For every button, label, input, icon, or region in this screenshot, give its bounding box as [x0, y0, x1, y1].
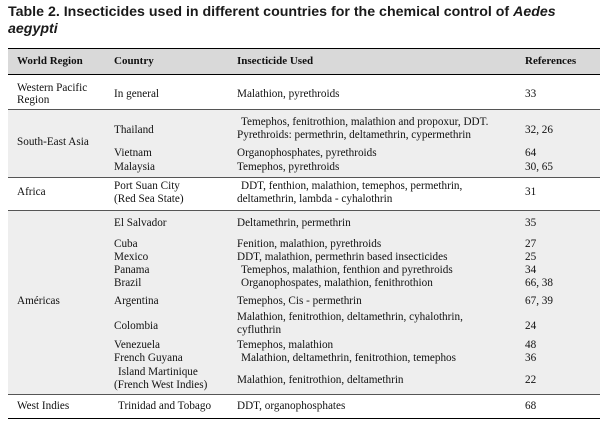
- country-cell: (Red Sea State): [114, 193, 184, 205]
- insecticide-cell: Temephos, malathion, fenthion and pyrethroids: [241, 264, 453, 276]
- insecticide-cell: Malathion, pyrethroids: [237, 88, 340, 100]
- region-label: Western Pacific: [17, 82, 88, 94]
- country-cell: Venezuela: [114, 339, 160, 351]
- insecticide-cell: Temephos, malathion: [237, 339, 334, 351]
- country-cell: Cuba: [114, 238, 138, 250]
- insecticide-cell: Temephos, pyrethroids: [237, 161, 340, 173]
- caption-species-genus: Aedes: [513, 4, 556, 20]
- insecticides-table: [8, 48, 600, 419]
- table-header-row: [8, 49, 600, 75]
- country-cell: Mexico: [114, 251, 149, 263]
- caption-species-name: aegypti: [8, 21, 58, 37]
- country-cell: Vietnam: [114, 147, 152, 159]
- country-cell: Malaysia: [114, 161, 156, 173]
- insecticide-cell: cyfluthrin: [237, 324, 282, 336]
- references-cell: 34: [525, 264, 537, 276]
- insecticide-cell: Pyrethroids: permethrin, deltamethrin, cypermethrin: [237, 129, 471, 141]
- references-cell: 68: [525, 400, 537, 412]
- country-cell: Argentina: [114, 295, 159, 307]
- region-label: Américas: [17, 295, 60, 307]
- region-label: West Indies: [17, 400, 70, 412]
- references-cell: 35: [525, 217, 537, 229]
- references-cell: 33: [525, 88, 537, 100]
- region-label: Region: [17, 94, 50, 106]
- references-cell: 27: [525, 238, 537, 250]
- references-cell: 32, 26: [525, 124, 553, 136]
- references-cell: 67, 39: [525, 295, 553, 307]
- region-label: South-East Asia: [17, 136, 89, 148]
- insecticide-cell: DDT, fenthion, malathion, temephos, permethrin,: [241, 180, 463, 192]
- references-cell: 36: [525, 352, 537, 364]
- references-cell: 24: [525, 320, 537, 332]
- insecticide-cell: Malathion, fenitrothion, deltamethrin, cyhalothrin,: [237, 311, 463, 323]
- country-cell: Thailand: [114, 124, 154, 136]
- country-cell: In general: [114, 88, 160, 100]
- insecticide-cell: Deltamethrin, permethrin: [237, 217, 351, 229]
- references-cell: 25: [525, 251, 537, 263]
- header-insecticide-used: Insecticide Used: [237, 55, 314, 67]
- country-cell: Brazil: [114, 277, 142, 289]
- country-cell: Trinidad and Tobago: [118, 400, 212, 412]
- references-cell: 22: [525, 374, 537, 386]
- caption-prefix: Table 2. Insecticides used in different countries for the chemical control of: [8, 4, 514, 20]
- country-cell: Colombia: [114, 320, 159, 332]
- references-cell: 48: [525, 339, 537, 351]
- header-references: References: [525, 55, 577, 67]
- region-label: Africa: [17, 186, 46, 198]
- insecticide-cell: DDT, malathion, permethrin based insecticides: [237, 251, 448, 263]
- header-world-region: World Region: [17, 55, 83, 67]
- insecticide-cell: Temephos, fenitrothion, malathion and propoxur, DDT.: [241, 116, 489, 128]
- references-cell: 66, 38: [525, 277, 553, 289]
- country-cell: French Guyana: [114, 352, 183, 364]
- insecticide-cell: Malathion, fenitrothion, deltamethrin: [237, 374, 404, 386]
- table-caption: [8, 4, 600, 38]
- insecticide-cell: Temephos, Cis - permethrin: [237, 295, 362, 307]
- insecticide-cell: deltamethrin, lambda - cyhalothrin: [237, 193, 393, 205]
- insecticide-cell: Organophospates, malathion, fenithrothion: [241, 277, 433, 289]
- country-cell: Island Martinique: [118, 366, 198, 378]
- country-cell: Panama: [114, 264, 150, 276]
- references-cell: 64: [525, 147, 537, 159]
- insecticide-cell: DDT, organophosphates: [237, 400, 346, 412]
- insecticide-cell: Fenition, malathion, pyrethroids: [237, 238, 382, 250]
- country-cell: (French West Indies): [114, 379, 208, 391]
- country-cell: Port Suan City: [114, 180, 180, 192]
- insecticide-cell: Malathion, deltamethrin, fenitrothion, temephos: [241, 352, 456, 364]
- references-cell: 30, 65: [525, 161, 553, 173]
- header-country: Country: [114, 55, 154, 67]
- country-cell: El Salvador: [114, 217, 167, 229]
- references-cell: 31: [525, 186, 537, 198]
- insecticide-cell: Organophosphates, pyrethroids: [237, 147, 377, 159]
